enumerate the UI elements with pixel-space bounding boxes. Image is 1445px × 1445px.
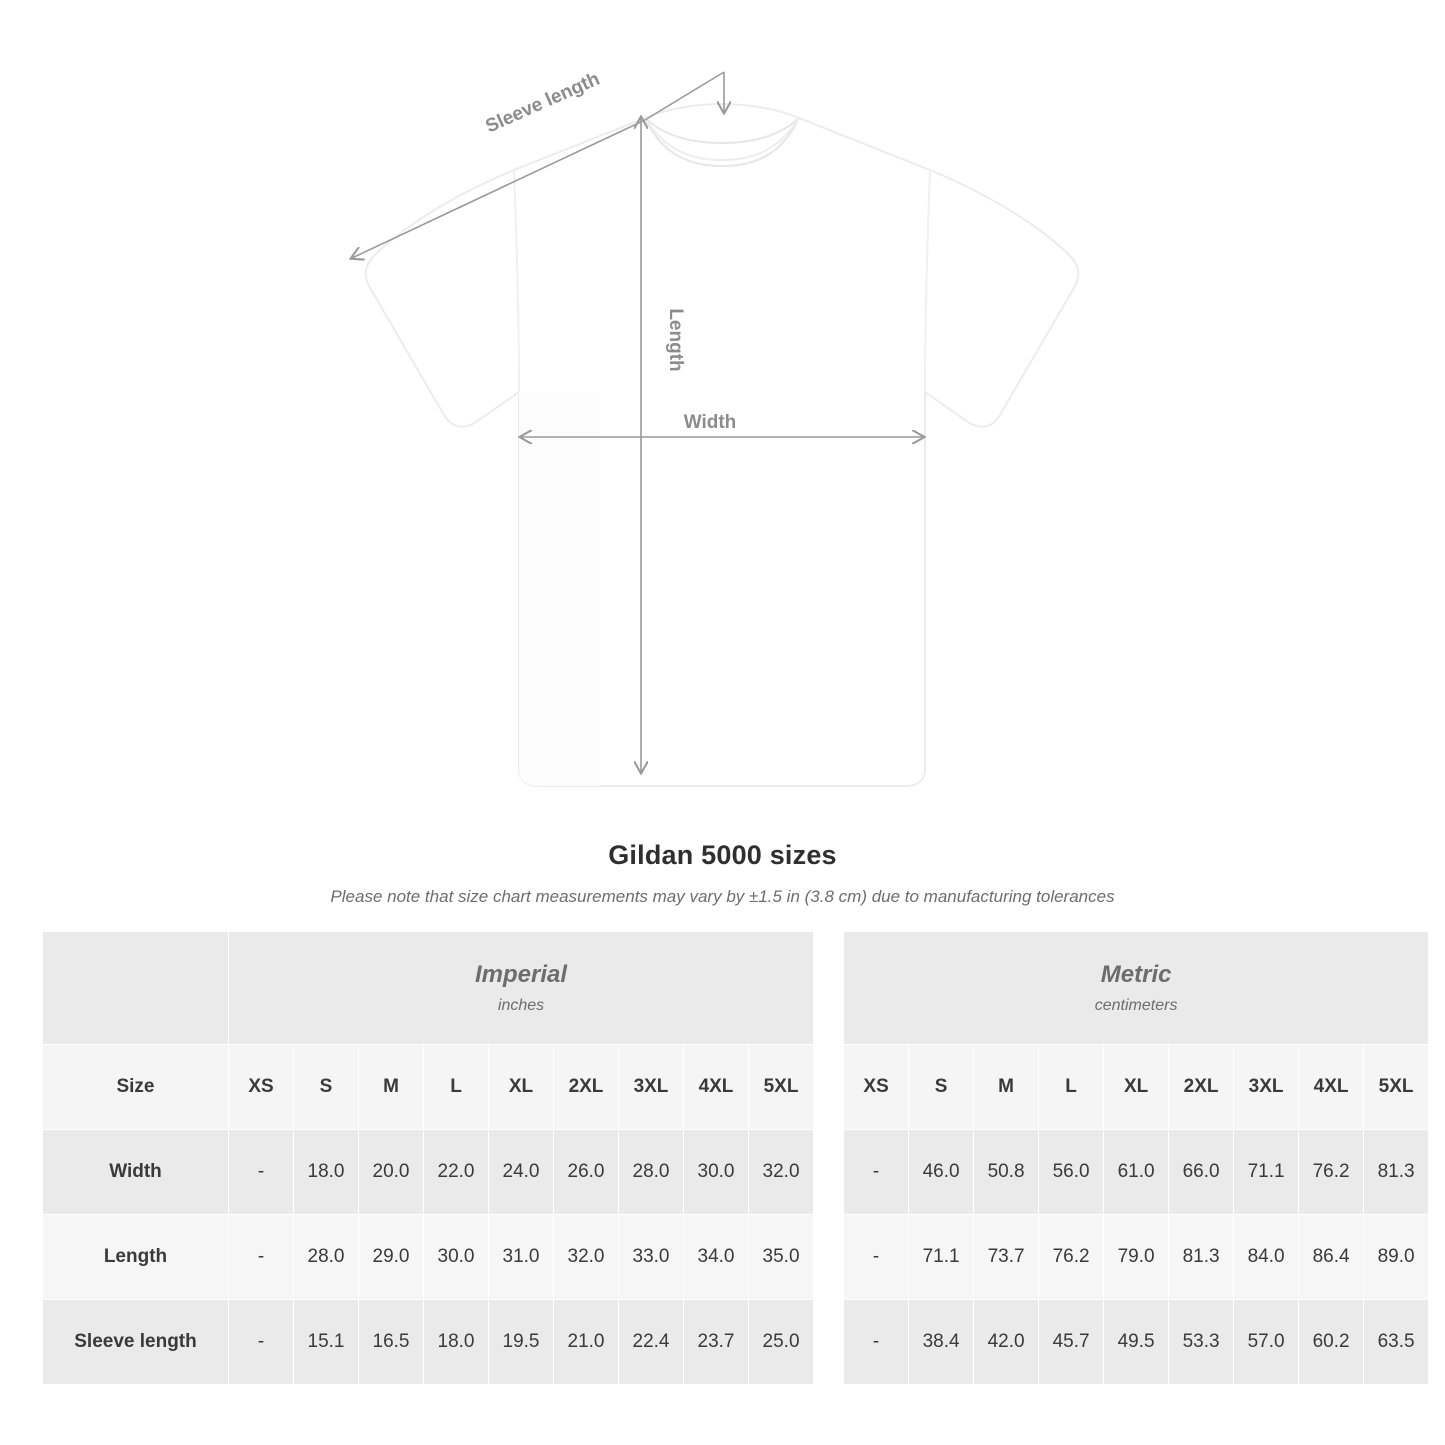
cell-width-met-7: 76.2 xyxy=(1299,1130,1364,1215)
unit-corner-cell xyxy=(43,932,229,1045)
width-label: Width xyxy=(683,412,737,433)
page-title: Gildan 5000 sizes xyxy=(608,840,837,870)
cell-sleeve-imp-8: 25.0 xyxy=(749,1300,814,1385)
cell-length-met-7: 86.4 xyxy=(1299,1215,1364,1300)
chart-title-block xyxy=(0,840,1445,907)
size-header-imp-7: 4XL xyxy=(684,1045,749,1130)
cell-width-met-8: 81.3 xyxy=(1364,1130,1429,1215)
size-header-met-1: S xyxy=(909,1045,974,1130)
row-spacer xyxy=(814,1300,844,1385)
cell-length-met-8: 89.0 xyxy=(1364,1215,1429,1300)
size-header-met-7: 4XL xyxy=(1299,1045,1364,1130)
size-label-cell: Size xyxy=(43,1045,229,1130)
cell-sleeve-met-1: 38.4 xyxy=(909,1300,974,1385)
cell-length-imp-0: - xyxy=(229,1215,294,1300)
cell-width-met-4: 61.0 xyxy=(1104,1130,1169,1215)
table-row xyxy=(43,1300,1429,1385)
unit-group-imperial xyxy=(229,932,814,1045)
cell-sleeve-met-7: 60.2 xyxy=(1299,1300,1364,1385)
cell-length-imp-3: 30.0 xyxy=(424,1215,489,1300)
length-label: Length xyxy=(665,308,686,372)
cell-sleeve-imp-6: 22.4 xyxy=(619,1300,684,1385)
cell-width-imp-0: - xyxy=(229,1130,294,1215)
size-header-met-3: L xyxy=(1039,1045,1104,1130)
tolerance-note: Please note that size chart measurements may vary by ±1.5 in (3.8 cm) due to manufacturing tolerances xyxy=(330,887,1115,906)
size-header-imp-8: 5XL xyxy=(749,1045,814,1130)
cell-length-met-0: - xyxy=(844,1215,909,1300)
cell-width-imp-1: 18.0 xyxy=(294,1130,359,1215)
cell-length-imp-8: 35.0 xyxy=(749,1215,814,1300)
cell-length-imp-4: 31.0 xyxy=(489,1215,554,1300)
cell-sleeve-met-2: 42.0 xyxy=(974,1300,1039,1385)
cell-sleeve-imp-0: - xyxy=(229,1300,294,1385)
cell-sleeve-met-4: 49.5 xyxy=(1104,1300,1169,1385)
size-header-met-6: 3XL xyxy=(1234,1045,1299,1130)
row-spacer xyxy=(814,1215,844,1300)
size-table xyxy=(42,931,1429,1385)
row-label-sleeve-length: Sleeve length xyxy=(43,1300,229,1385)
cell-width-imp-7: 30.0 xyxy=(684,1130,749,1215)
cell-width-imp-5: 26.0 xyxy=(554,1130,619,1215)
cell-sleeve-imp-2: 16.5 xyxy=(359,1300,424,1385)
size-header-met-2: M xyxy=(974,1045,1039,1130)
cell-length-imp-1: 28.0 xyxy=(294,1215,359,1300)
cell-length-met-4: 79.0 xyxy=(1104,1215,1169,1300)
cell-width-imp-8: 32.0 xyxy=(749,1130,814,1215)
size-header-imp-0: XS xyxy=(229,1045,294,1130)
cell-width-met-0: - xyxy=(844,1130,909,1215)
row-spacer xyxy=(814,1130,844,1215)
cell-sleeve-met-0: - xyxy=(844,1300,909,1385)
cell-sleeve-imp-3: 18.0 xyxy=(424,1300,489,1385)
cell-sleeve-met-8: 63.5 xyxy=(1364,1300,1429,1385)
cell-sleeve-met-3: 45.7 xyxy=(1039,1300,1104,1385)
unit-metric-sub: centimeters xyxy=(1094,997,1178,1014)
cell-width-imp-2: 20.0 xyxy=(359,1130,424,1215)
cell-sleeve-met-6: 57.0 xyxy=(1234,1300,1299,1385)
cell-length-met-1: 71.1 xyxy=(909,1215,974,1300)
size-header-imp-5: 2XL xyxy=(554,1045,619,1130)
cell-width-met-1: 46.0 xyxy=(909,1130,974,1215)
cell-width-met-3: 56.0 xyxy=(1039,1130,1104,1215)
cell-length-met-5: 81.3 xyxy=(1169,1215,1234,1300)
cell-length-met-6: 84.0 xyxy=(1234,1215,1299,1300)
size-header-met-0: XS xyxy=(844,1045,909,1130)
cell-length-imp-6: 33.0 xyxy=(619,1215,684,1300)
unit-metric-name: Metric xyxy=(1100,961,1172,988)
cell-length-met-2: 73.7 xyxy=(974,1215,1039,1300)
cell-width-met-5: 66.0 xyxy=(1169,1130,1234,1215)
size-header-met-5: 2XL xyxy=(1169,1045,1234,1130)
size-header-imp-6: 3XL xyxy=(619,1045,684,1130)
size-header-imp-4: XL xyxy=(489,1045,554,1130)
cell-sleeve-imp-1: 15.1 xyxy=(294,1300,359,1385)
cell-sleeve-met-5: 53.3 xyxy=(1169,1300,1234,1385)
size-header-imp-1: S xyxy=(294,1045,359,1130)
size-header-met-8: 5XL xyxy=(1364,1045,1429,1130)
size-header-imp-3: L xyxy=(424,1045,489,1130)
cell-width-met-2: 50.8 xyxy=(974,1130,1039,1215)
cell-sleeve-imp-4: 19.5 xyxy=(489,1300,554,1385)
cell-sleeve-imp-5: 21.0 xyxy=(554,1300,619,1385)
size-header-row xyxy=(43,1045,1429,1130)
row-label-width: Width xyxy=(43,1130,229,1215)
size-table-wrap xyxy=(42,931,1415,1385)
tshirt-shape xyxy=(366,104,1079,786)
size-header-met-4: XL xyxy=(1104,1045,1169,1130)
cell-length-imp-2: 29.0 xyxy=(359,1215,424,1300)
cell-width-met-6: 71.1 xyxy=(1234,1130,1299,1215)
cell-width-imp-3: 22.0 xyxy=(424,1130,489,1215)
cell-length-met-3: 76.2 xyxy=(1039,1215,1104,1300)
sleeve-length-label: Sleeve length xyxy=(482,68,603,138)
unit-group-metric xyxy=(844,932,1429,1045)
table-row xyxy=(43,1130,1429,1215)
cell-length-imp-5: 32.0 xyxy=(554,1215,619,1300)
cell-width-imp-6: 28.0 xyxy=(619,1130,684,1215)
cell-width-imp-4: 24.0 xyxy=(489,1130,554,1215)
cell-sleeve-imp-7: 23.7 xyxy=(684,1300,749,1385)
size-header-imp-2: M xyxy=(359,1045,424,1130)
cell-length-imp-7: 34.0 xyxy=(684,1215,749,1300)
unit-imperial-sub: inches xyxy=(497,997,545,1014)
unit-spacer xyxy=(814,932,844,1045)
row-label-length: Length xyxy=(43,1215,229,1300)
header-spacer xyxy=(814,1045,844,1130)
table-row xyxy=(43,1215,1429,1300)
unit-header-row xyxy=(43,932,1429,1045)
unit-imperial-name: Imperial xyxy=(475,961,568,988)
